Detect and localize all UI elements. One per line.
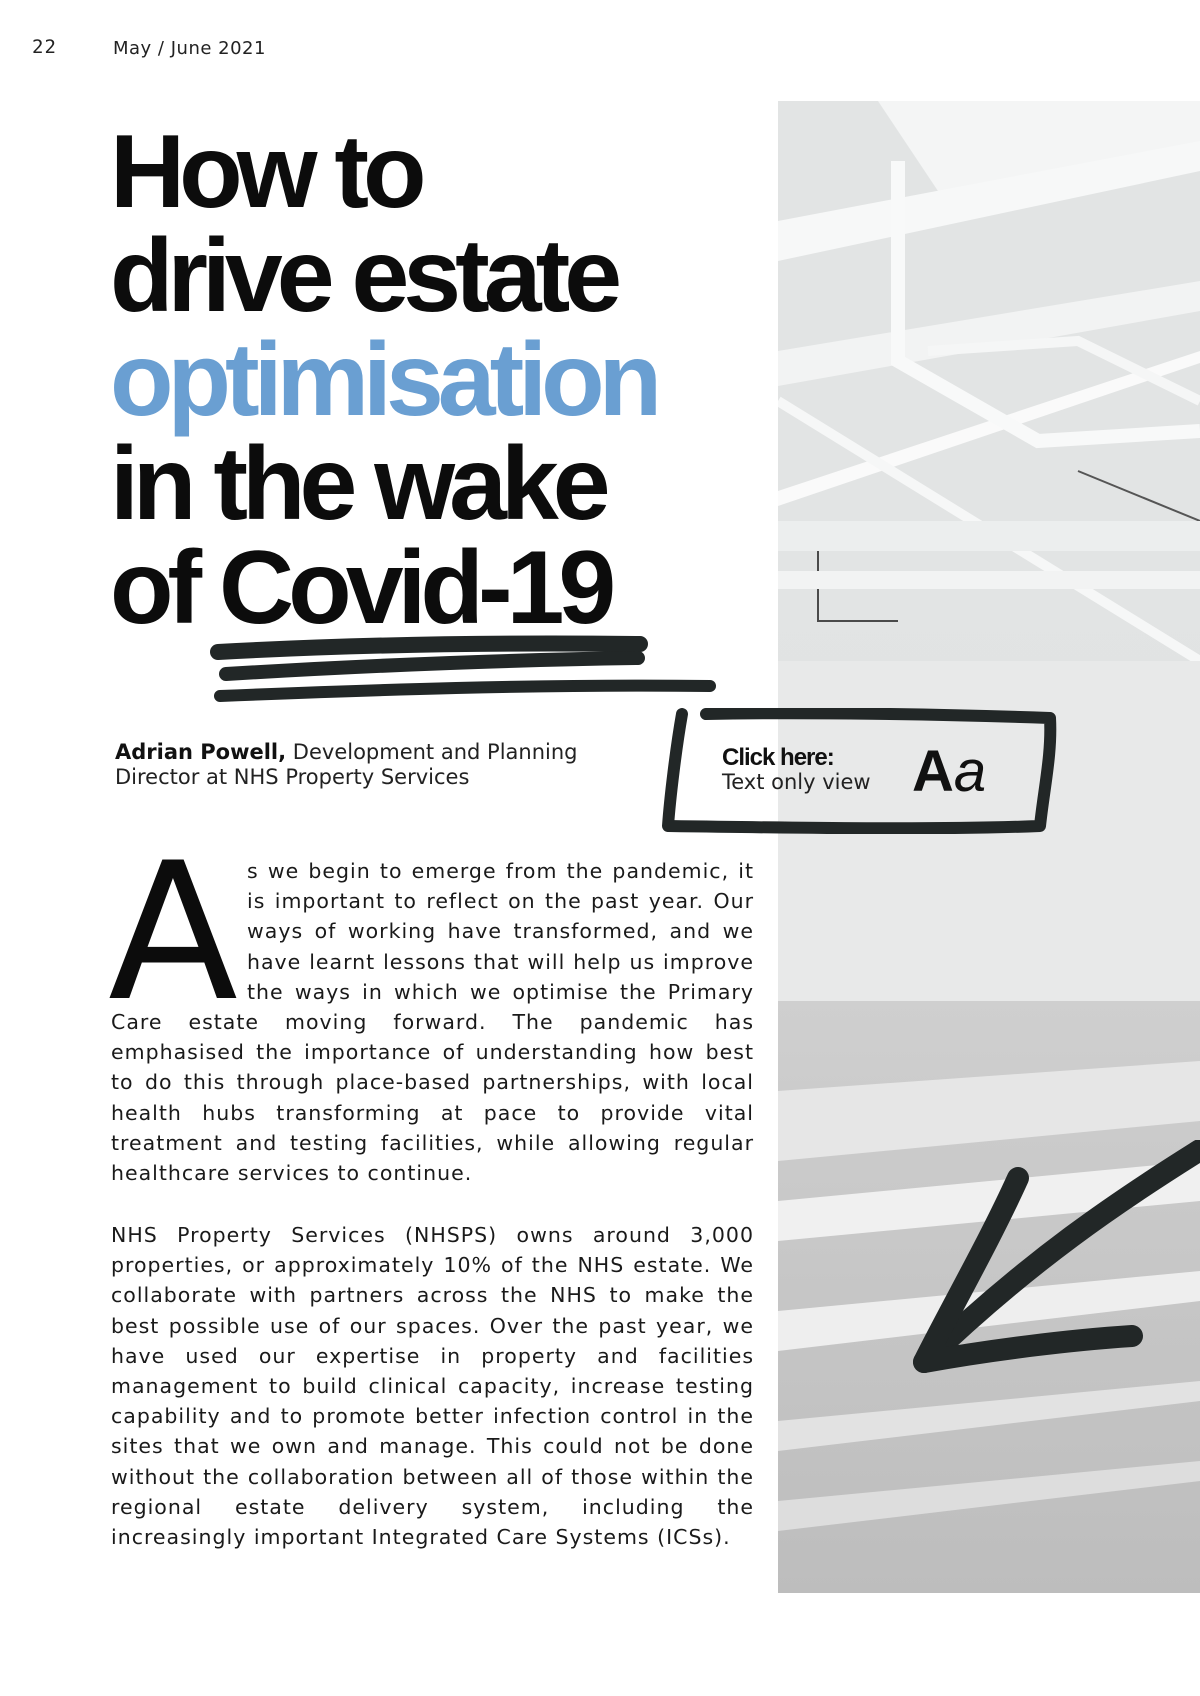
callout-subtitle: Text only view [722,770,871,794]
text-size-icon: Aa [912,739,987,804]
headline-line-2: drive estate [110,218,617,334]
callout-title: Click here: [722,744,834,771]
author-name: Adrian Powell, [115,740,287,764]
headline-line-5: of Covid-19 [110,530,611,646]
arrow-graphic [900,1140,1200,1380]
headline [110,114,657,646]
article-paragraph-1: s we begin to emerge from the pandemic, it is important to reflect on the past year. Our ways of working have transformed, and we have learnt lessons that will help us improve the ways in which we optimise the Primary Care estate moving forward. The pandemic has emphasised the importance of understanding how best to do this through place-based partnerships, with local health hubs transforming at pace to provide vital treatment and testing facilities, while allowing regular healthcare services to continue. [111,859,754,1186]
headline-line-4: in the wake [110,426,605,542]
article-paragraph-2: NHS Property Services (NHSPS) owns around 3,000 properties, or approximately 10% of the NHS estate. We collaborate with partners across the NHS to make the best possible use of our spaces. Over the past year, we have used our expertise in property and facilities management to build clinical capacity, increase testing capability and to promote better infection control in the sites that we own and manage. This could not be done without the collaboration between all of those within the regional estate delivery system, including the increasingly important Integrated Care Systems (ICSs). [111,1223,754,1550]
text-only-view-link[interactable] [660,708,1060,834]
drop-cap: A [108,822,238,1043]
issue-date: May / June 2021 [113,38,266,59]
underline-scribble [208,630,718,710]
page-number: 22 [32,36,57,58]
author-role-line-2: Director at NHS Property Services [115,765,470,789]
headline-line-1: How to [110,114,421,230]
author-role: Development and Planning [292,740,578,764]
byline [115,740,578,790]
headline-line-3: optimisation [110,322,657,438]
